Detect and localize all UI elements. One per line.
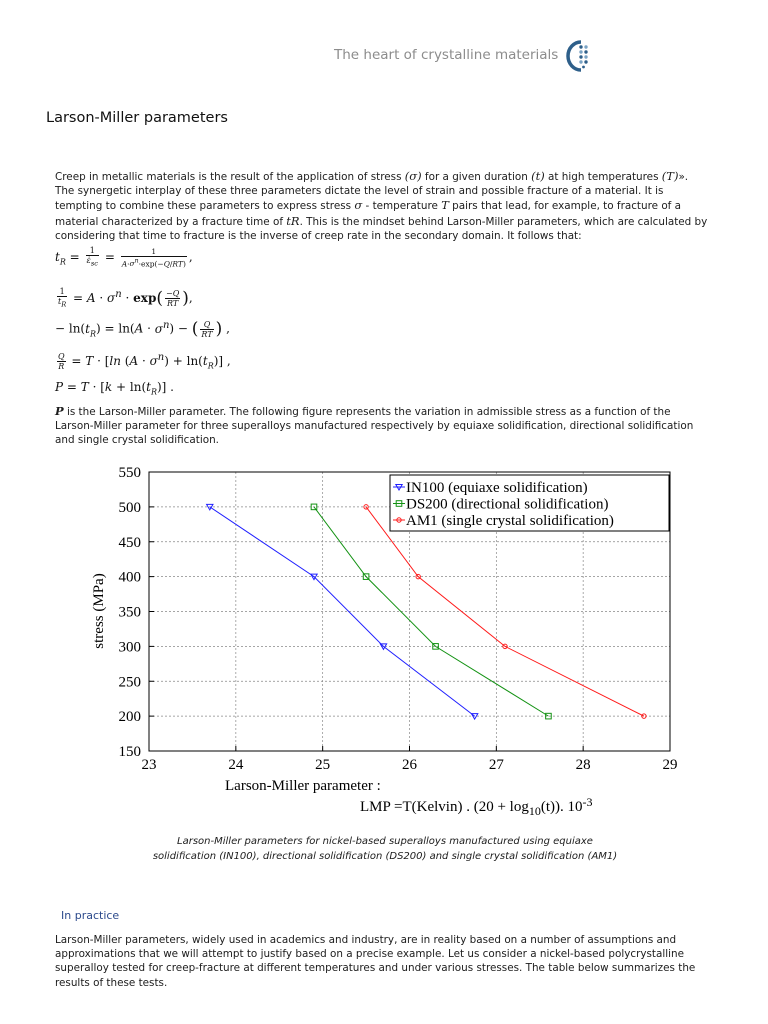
y-tick-label: 150 xyxy=(118,744,141,760)
y-tick-label: 450 xyxy=(118,534,141,551)
x-tick-label: 29 xyxy=(662,757,678,773)
y-tick-label: 350 xyxy=(118,604,141,621)
equation-5: $P = T \cdot [k + \ln(t_R)]$ . xyxy=(55,380,174,397)
equation-2: $\frac{1}{t_R}$ = $A \cdot \sigma^n \cdot \exp$( $\frac{-Q}{RT}$ ), xyxy=(58,287,193,309)
page-title: Larson-Miller parameters xyxy=(46,110,228,126)
equation-1: $t_R$ = $\frac{1}{\varepsiloṅ_{sc}}$ = $\frac{1}{A\cdot\sigma^n\cdot\exp(-Q/RT)}$ , xyxy=(55,246,193,269)
y-tick-label: 200 xyxy=(118,709,141,726)
x-tick-label: 26 xyxy=(402,757,417,773)
y-tick-label: 250 xyxy=(118,674,141,691)
y-tick-label: 400 xyxy=(118,569,141,586)
site-tagline: The heart of crystalline materials xyxy=(334,47,559,63)
equation-4: $\frac{Q}{R}$ = T · [ln $(A \cdot \sigma^n) + \ln(t_R)$] , xyxy=(58,352,231,371)
y-tick-label: 500 xyxy=(118,499,141,516)
equation-3: − $\ln(t_R) = \ln(A \cdot \sigma^n)$ − ( $\frac{Q}{RT}$ ) , xyxy=(55,319,230,339)
x-tick-label: 24 xyxy=(228,757,244,773)
x-tick-label: 28 xyxy=(575,757,591,773)
intro-paragraph: Creep in metallic materials is the result of the application of stress (σ) for a given duration (t) at high temperatures (T)». The synergetic interplay of these three parameters dictate the level of strain and possible fracture of a material. It is tempting to combine these parameters to express stress σ - temperature T pairs that lead, for example, to fracture of a material characterized by a fracture time of tR. This is the mindset behind Larson-Miller parameters, which are calculated by considering that time to fracture is the inverse of creep rate in the secondary domain. It follows that: xyxy=(55,169,708,242)
lmp-chart xyxy=(80,460,700,822)
x-tick-label: 25 xyxy=(315,757,331,773)
y-tick-label: 300 xyxy=(118,639,141,656)
legend-label: IN100 (equiaxe solidification) xyxy=(406,480,588,496)
legend-label: DS200 (directional solidification) xyxy=(406,496,609,513)
section-heading-in-practice: In practice xyxy=(61,909,120,922)
y-tick-label: 550 xyxy=(118,465,141,481)
figure-caption: Larson-Miller parameters for nickel-based superalloys manufactured using equiaxe solidification (IN100), directional solidification (DS200) and single crystal solidification (AM1) xyxy=(152,836,618,862)
lmp-paragraph: P is the Larson-Miller parameter. The following figure represents the variation in admissible stress as a function of the Larson-Miller parameter for three superalloys manufactured respectively by equiaxe solidification, directional solidification and single crystal solidification. xyxy=(55,404,694,447)
in-practice-paragraph: Larson-Miller parameters, widely used in academics and industry, are in reality based on a number of assumptions and approximations that we will attempt to justify based on a precise example. Let us consider a nickel-based polycrystalline superalloy tested for creep-fracture at different temperatures and under various stresses. The table below summarizes the results of these tests. xyxy=(55,934,696,989)
crystal-logo-icon[interactable] xyxy=(565,38,591,74)
x-tick-label: 27 xyxy=(488,757,504,773)
x-axis-formula: LMP =T(Kelvin) . (20 + log10(t)). 10-3 xyxy=(360,795,593,818)
x-tick-label: 23 xyxy=(141,757,157,773)
legend-label: AM1 (single crystal solidification) xyxy=(406,513,614,529)
lmp-chart-svg xyxy=(80,460,700,822)
x-axis-label: Larson-Miller parameter : xyxy=(225,778,381,794)
y-axis-label: stress (MPa) xyxy=(91,573,107,649)
